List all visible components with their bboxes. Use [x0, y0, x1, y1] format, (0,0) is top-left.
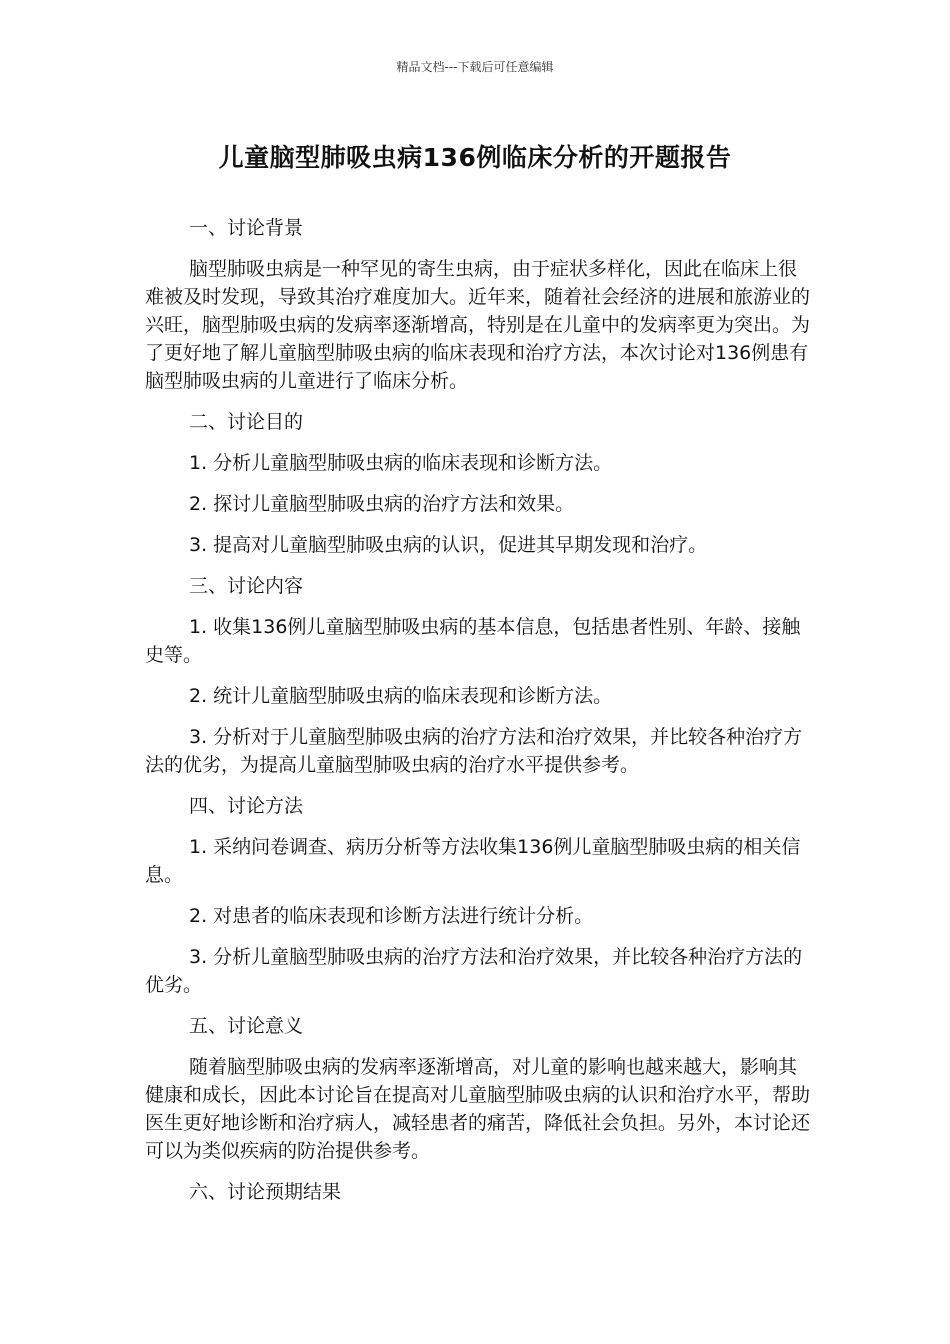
method-item: 3. 分析儿童脑型肺吸虫病的治疗方法和治疗效果，并比较各种治疗方法的优劣。 [145, 946, 803, 996]
background-paragraph: 脑型肺吸虫病是一种罕见的寄生虫病，由于症状多样化，因此在临床上很难被及时发现，导致其治疗难度加大。近年来，随着社会经济的进展和旅游业的兴旺，脑型肺吸虫病的发病率逐渐增高，特别是在儿童中的发病率更为突出。为了更好地了解儿童脑型肺吸虫病的临床表现和治疗方法，本次讨论对136例患有脑型肺吸虫病的儿童进行了临床分析。 [145, 258, 811, 392]
significance-paragraph: 随着脑型肺吸虫病的发病率逐渐增高，对儿童的影响也越来越大，影响其健康和成长，因此本讨论旨在提高对儿童脑型肺吸虫病的认识和治疗水平，帮助医生更好地诊断和治疗病人，减轻患者的痛苦，降低社会负担。另外，本讨论还可以为类似疾病的防治提供参考。 [145, 1056, 811, 1162]
section-heading-background: 一、讨论背景 [189, 217, 304, 239]
section-heading-content: 三、讨论内容 [189, 575, 304, 597]
page-header-note: 精品文档---下载后可任意编辑 [396, 60, 554, 74]
method-item: 2. 对患者的临床表现和诊断方法进行统计分析。 [189, 905, 594, 927]
document-body [145, 214, 813, 1219]
section-heading-purpose: 二、讨论目的 [189, 411, 304, 433]
method-item: 1. 采纳问卷调查、病历分析等方法收集136例儿童脑型肺吸虫病的相关信息。 [145, 836, 801, 886]
content-item: 2. 统计儿童脑型肺吸虫病的临床表现和诊断方法。 [189, 685, 613, 707]
content-item: 3. 分析对于儿童脑型肺吸虫病的治疗方法和治疗效果，并比较各种治疗方法的优劣，为提高儿童脑型肺吸虫病的治疗水平提供参考。 [145, 726, 803, 776]
section-heading-expected: 六、讨论预期结果 [189, 1181, 342, 1203]
content-item: 1. 收集136例儿童脑型肺吸虫病的基本信息，包括患者性别、年龄、接触史等。 [145, 616, 801, 666]
document-title: 儿童脑型肺吸虫病136例临床分析的开题报告 [218, 143, 732, 172]
purpose-item: 2. 探讨儿童脑型肺吸虫病的治疗方法和效果。 [189, 493, 575, 515]
purpose-item: 1. 分析儿童脑型肺吸虫病的临床表现和诊断方法。 [189, 452, 613, 474]
section-heading-significance: 五、讨论意义 [189, 1015, 304, 1037]
purpose-item: 3. 提高对儿童脑型肺吸虫病的认识，促进其早期发现和治疗。 [189, 534, 708, 556]
section-heading-method: 四、讨论方法 [189, 795, 304, 817]
